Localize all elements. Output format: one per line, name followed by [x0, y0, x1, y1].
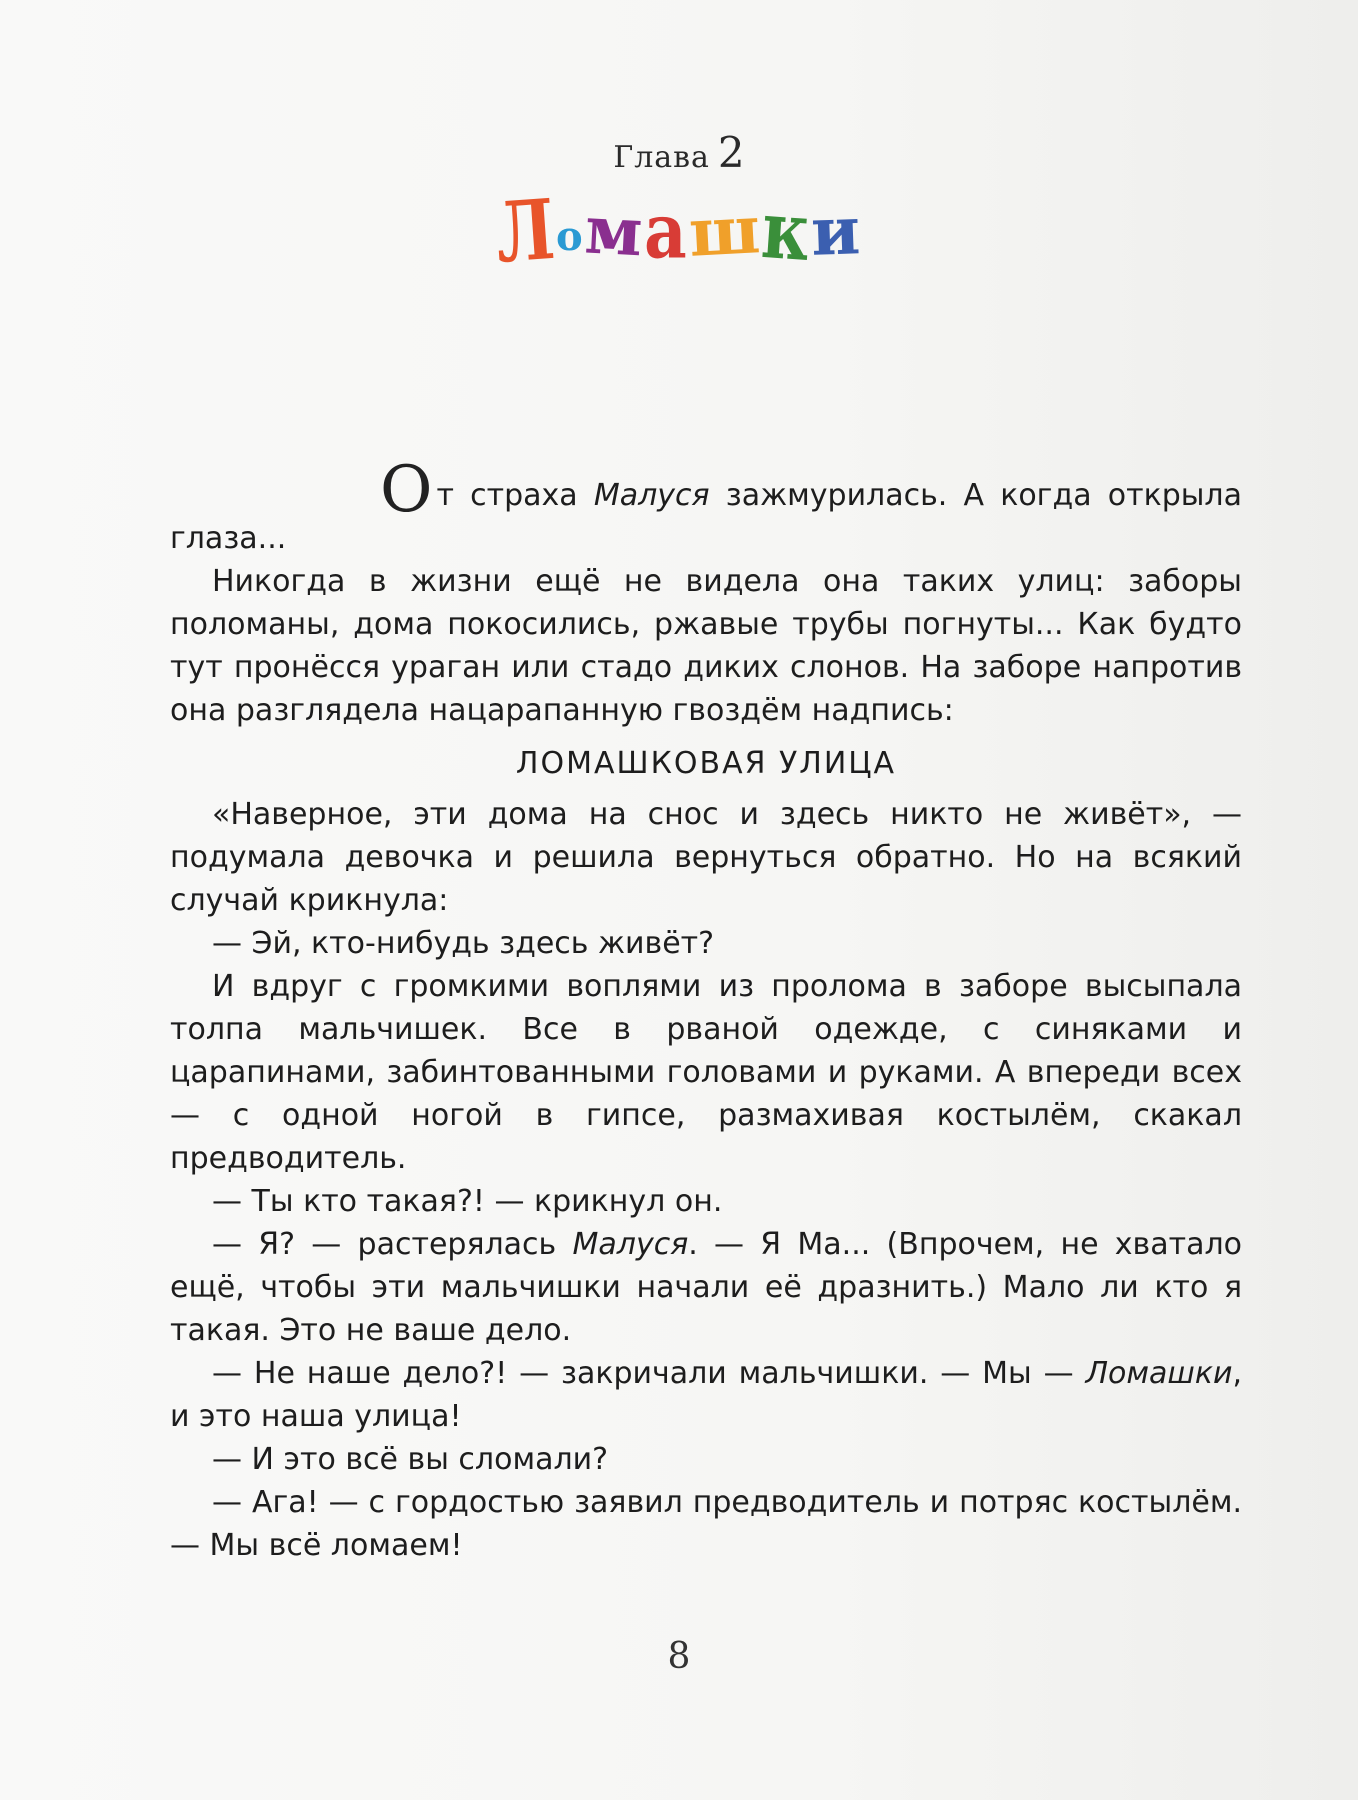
chapter-title	[0, 180, 1358, 282]
chapter-title-letter: а	[644, 186, 689, 276]
page-number: 8	[667, 1636, 691, 1677]
dialogue-line	[170, 1352, 1242, 1438]
dialogue-line: — Ты кто такая?! — крикнул он.	[212, 1184, 723, 1219]
chapter-title-letter: о	[556, 213, 585, 260]
dialogue-line: — Ага! — с гордостью заявил предводитель и потряс костылём. — Мы всё ломаем!	[170, 1485, 1242, 1563]
chapter-word: Глава	[613, 140, 710, 175]
drop-cap: О	[380, 453, 433, 527]
chapter-title-letter: и	[810, 191, 864, 271]
paragraph-text: — Я? — растерялась	[212, 1227, 573, 1262]
character-name: Малуся	[593, 478, 710, 513]
chapter-number: 2	[717, 128, 745, 177]
chapter-label	[0, 128, 1358, 177]
paragraph	[170, 453, 1242, 560]
dialogue-line: — Эй, кто-нибудь здесь живёт?	[212, 926, 715, 961]
paragraph-text: . — Я Ма... (Впрочем, не хватало ещё, чтобы эти мальчишки начали её дразнить.) Мало ли кто я такая. Это не ваше дело.	[170, 1227, 1242, 1348]
chapter-title-letter: м	[582, 190, 647, 272]
paragraph-text: зажмурилась. А когда открыла глаза...	[170, 478, 1242, 556]
paragraph: «Наверное, эти дома на снос и здесь никто не живёт», — подумала девочка и решила вернуться обратно. Но на всякий случай крикнула:	[170, 797, 1242, 918]
chapter-text	[170, 453, 1242, 1567]
dialogue-line	[170, 1223, 1242, 1352]
street-sign-text: ЛОМАШКОВАЯ УЛИЦА	[515, 746, 897, 781]
group-name: Ломашки	[1085, 1356, 1233, 1391]
paragraph: И вдруг с громкими воплями из пролома в заборе высыпала толпа мальчишек. Все в рваной одежде, с синяками и царапинами, забинтованными головами и руками. А впереди всех — с одной ногой в гипсе, размахивая костылём, скакал предводитель.	[170, 969, 1242, 1176]
paragraph: Никогда в жизни ещё не видела она таких улиц: заборы поломаны, дома покосились, ржавые трубы погнуты... Как будто тут пронёсся ураган или стадо диких слонов. На заборе напротив она разглядела нацарапанную гвоздём надпись:	[170, 564, 1242, 728]
paragraph-text: т страха	[436, 478, 594, 513]
dialogue-line: — И это всё вы сломали?	[212, 1442, 609, 1477]
character-name: Малуся	[572, 1227, 689, 1262]
chapter-title-letter: к	[758, 182, 815, 280]
paragraph-text: — Не наше дело?! — закричали мальчишки. — Мы —	[212, 1356, 1086, 1391]
chapter-title-letter: Л	[492, 180, 560, 282]
paragraph-text: , и это наша улица!	[170, 1356, 1242, 1434]
chapter-title-letter: ш	[686, 190, 764, 272]
